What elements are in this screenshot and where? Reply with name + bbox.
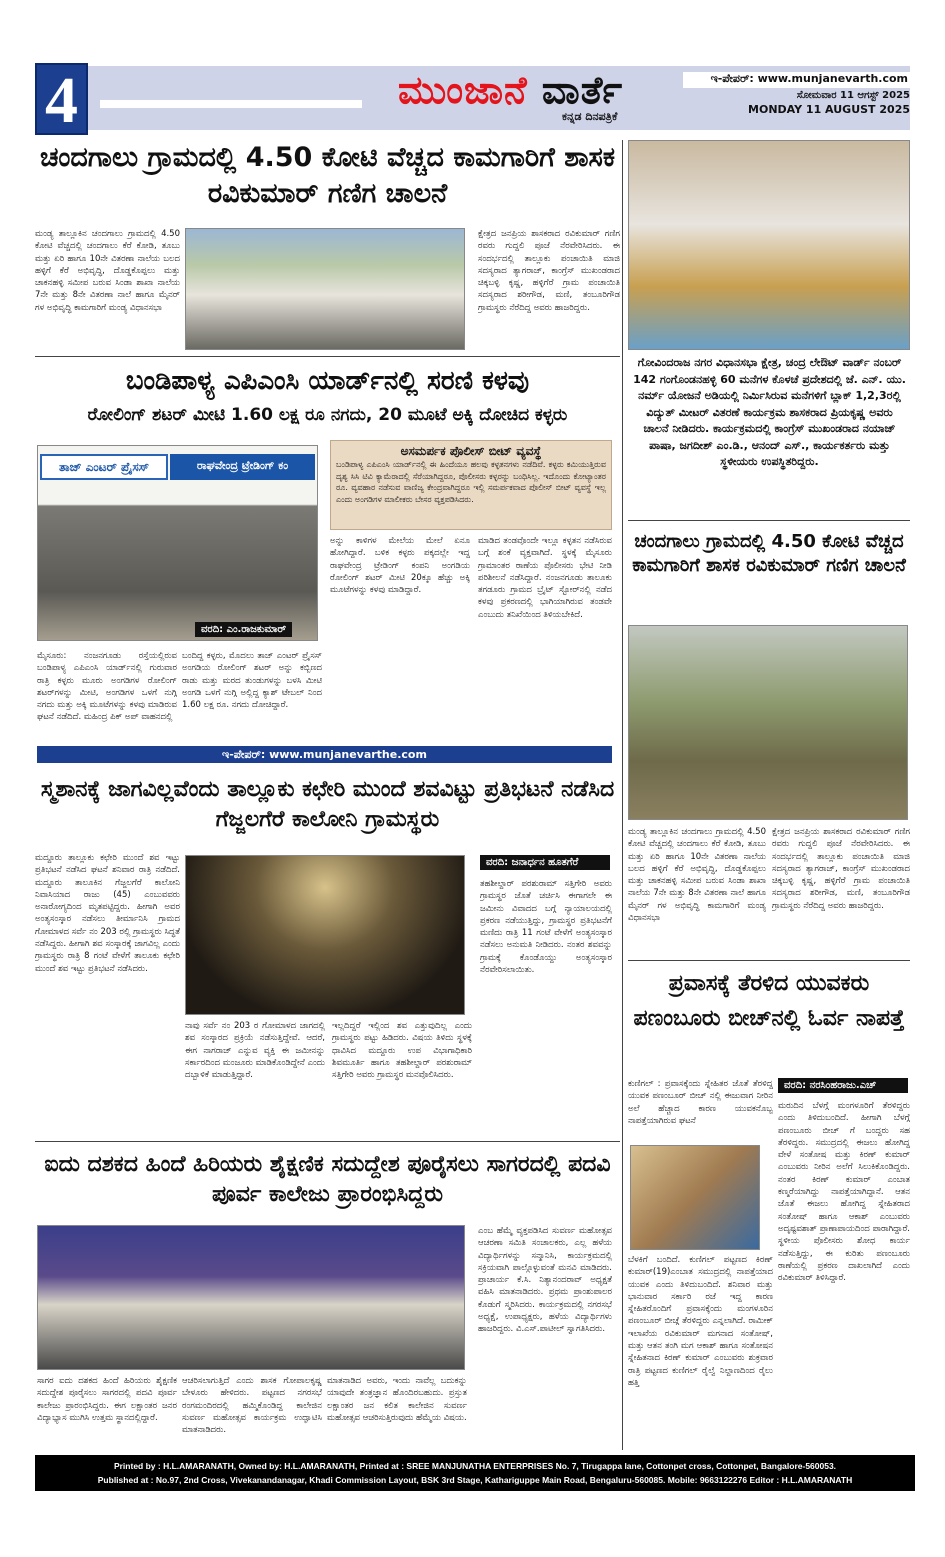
right-story3-intro: ಕುಣಿಗಲ್ : ಪ್ರವಾಸಕ್ಕೆಂದು ಸ್ನೇಹಿತರ ಜೊತೆ ತೆರಳಿದ್ದ ಯುವಕ ಪಣಂಬೂರ್ ಬೀಚ್ ನಲ್ಲಿ ಈಜುವಾಗ ನೀರಿನ ಅಲೆ ಹೆಚ್ಚಾದ ಕಾರಣ ಯುವಕನೊಬ್ಬ ನಾಪತ್ತೆಯಾಗಿರುವ ಘಟನೆ — [628, 1079, 773, 1126]
byline-story3: ವರದಿ: ಜನಾರ್ಧನ ಹೂತಗೆರೆ — [480, 855, 610, 870]
date-english: MONDAY 11 AUGUST 2025 — [748, 103, 910, 116]
story3-col1: ಮದ್ದೂರು ತಾಲ್ಲೂಕು ಕಛೇರಿ ಮುಂದೆ ಶವ ಇಟ್ಟು ಪ್ರತಿಭಟನೆ ನಡೆಸಿದ ಘಟನೆ ಶನಿವಾರ ರಾತ್ರಿ ನಡೆದಿದೆ. ಮದ್ದೂರು ತಾಲೂಕಿನ ಗೆಜ್ಜಲಗೆರೆ ಕಾಲೋನಿ ನಿವಾಸಿಯಾದ ರಾಜು (45) ಎಂಬುವವರು ಅನಾರೋಗ್ಯದಿಂದ ಮೃತಪಟ್ಟಿದ್ದರು. ಹೀಗಾಗಿ ಅವರ ಅಂತ್ಯಸಂಸ್ಕಾರ ನಡೆಸಲು ತೀರ್ಮಾನಿಸಿ ಗ್ರಾಮದ ಗೋಮಾಳದ ಸರ್ವೆ ನಂ 203 ರಲ್ಲಿ ಗ್ರಾಮಸ್ಥರು ಸಿದ್ಧತೆ ನಡೆಸಿದ್ದರು. ಹೀಗಾಗಿ ಶವ ಸಂಸ್ಕಾರಕ್ಕೆ ಜಾಗವಿಲ್ಲ ಎಂದು ಗ್ರಾಮಸ್ಥರು ರಾತ್ರಿ 8 ಗಂಟೆ ವೇಳೆಗೆ ತಾಲೂಕು ಕಛೇರಿ ಮುಂದೆ ಶವ ಇಟ್ಟು ಪ್ರತಿಭಟನೆ ನಡೆಸಿದರು. — [35, 853, 180, 974]
masthead-black: ವಾರ್ತೆ — [541, 68, 624, 112]
story2-col1: ಮೈಸೂರು: ನಂಜನಗೂಡು ರಸ್ತೆಯಲ್ಲಿರುವ ಬಂಡಿಪಾಳ್ಯ ಎಪಿಎಂಸಿ ಯಾರ್ಡ್‌ನಲ್ಲಿ ಗುರುವಾರ ರಾತ್ರಿ ಕಳ್ಳರು ಮೂರು ಅಂಗಡಿಗಳ ರೋಲಿಂಗ್ ಶಟರ್‌ಗಳನ್ನು ಮೀಟಿ, ಅಂಗಡಿಗಳ ಒಳಗೆ ನುಗ್ಗಿ ನಗದು ಮತ್ತು ಅಕ್ಕಿ ಮೂಟೆಗಳನ್ನು ಕಳವು ಮಾಡಿರುವ ಘಟನೆ ನಡೆದಿದೆ. ಮಹಿಂದ್ರ ಪಿಕ್ ಅಪ್ ವಾಹನದಲ್ಲಿ — [37, 651, 177, 723]
box-title: ಅಸಮರ್ಪಕ ಪೊಲೀಸ್ ಬೀಟ್ ವ್ಯವಸ್ಥೆ — [400, 444, 542, 458]
missing-youth-photo — [630, 1145, 760, 1250]
right-story2-left: ಮಂಡ್ಯ ತಾಲ್ಲೂಕಿನ ಚಂದಗಾಲು ಗ್ರಾಮದಲ್ಲಿ 4.50 ಕೋಟಿ ವೆಚ್ಚದಲ್ಲಿ ಚಂದಗಾಲು ಕೆರೆ ಕೋಡಿ, ತೂಬು ಮತ್ತು ಏರಿ ಹಾಗೂ 10ನೇ ವಿತರಣಾ ನಾಲೆಯ ಬಲದ ಹಳ್ಳಿಗೆ ಕೆರೆ ಅಭಿವೃದ್ಧಿ, ದೊಡ್ಡಕೊಪ್ಪಲು ಮತ್ತು ಚಾಕನಹಳ್ಳಿ ಸಮೀಪ ಬರುವ ಸಿಂಡಾ ಶಾಖಾ ನಾಲೆಯ 7ನೇ ಮತ್ತು 8ನೇ ವಿತರಣಾ ನಾಲೆ ಹಾಗೂ ಮೈನರ್ ಗಳ ಅಭಿವೃದ್ಧಿ ಕಾಮಗಾರಿಗೆ ಮಂಡ್ಯ ವಿಧಾನಸಭಾ — [628, 827, 766, 924]
divider — [628, 960, 910, 961]
story2-col4: ಮಾಡಿದ ತಂಡವೊಂದೇ ಇಲ್ಲೂ ಕಳ್ಳತನ ನಡೆಸಿರುವ ಬಗ್ಗೆ ಶಂಕೆ ವ್ಯಕ್ತವಾಗಿದೆ. ಸ್ಥಳಕ್ಕೆ ಮೈಸೂರು ಗ್ರಾಮಾಂತರ ಠಾಣೆಯ ಪೊಲೀಸರು ಭೇಟಿ ನೀಡಿ ಪರಿಶೀಲನೆ ನಡೆಸಿದ್ದಾರೆ. ನಂಜನಗೂಡು ತಾಲೂಕು ತಗಡೂರು ಗ್ರಾಮದ ಬ್ರೈಟ್ ಸ್ಟೋರ್‌ನಲ್ಲಿ ನಡೆದ ಕಳವು ಪ್ರಕರಣದಲ್ಲಿ ಭಾಗಿಯಾಗಿರುವ ತಂಡವೇ ಎಂಬುದು ತನಿಖೆಯಿಂದ ತಿಳಿಯಬೇಕಿದೆ. — [478, 536, 612, 620]
shop-sign-taj: ತಾಜ್ ಎಂಟರ್ ಪ್ರೈಸಸ್ — [40, 454, 168, 480]
story4-right: ಎಂಬ ಹೆಮ್ಮೆ ವ್ಯಕ್ತಪಡಿಸಿದ ಸುವರ್ಣ ಮಹೋತ್ಸವ ಆಚರಣಾ ಸಮಿತಿ ಸಂಚಾಲಕರು, ಎಲ್ಲ ಹಳೆಯ ವಿದ್ಯಾರ್ಥಿಗಳನ್ನು ಸನ್ಮಾನಿಸಿ, ಕಾರ್ಯಕ್ರಮದಲ್ಲಿ ಸಕ್ರಿಯವಾಗಿ ಪಾಲ್ಗೊಳ್ಳುವಂತೆ ಮನವಿ ಮಾಡಿದರು. ಪ್ರಾಚಾರ್ಯ ಕೆ.ಸಿ. ನಿತ್ಯಾನಂದರಾವ್ ಅಧ್ಯಕ್ಷತೆ ವಹಿಸಿ ಮಾತನಾಡಿದರು. ಪ್ರಥಮ ಪ್ರಾಂಶುಪಾಲರ ಕೊಡುಗೆ ಸ್ಮರಿಸಿದರು. ಕಾರ್ಯಕ್ರಮದಲ್ಲಿ ನಗರಸಭೆ ಅಧ್ಯಕ್ಷೆ, ಉಪಾಧ್ಯಕ್ಷರು, ಹಳೆಯ ವಿದ್ಯಾರ್ಥಿಗಳು ಹಾಜರಿದ್ದರು. ವಿ.ಎಸ್.ಪಾಟೀಲ್ ಸ್ವಾಗತಿಸಿದರು. — [478, 1226, 612, 1335]
story3-col2: ನಾವು ಸರ್ವೆ ನಂ 203 ರ ಗೋಮಾಳದ ಜಾಗದಲ್ಲಿ ಶವ ಸಂಸ್ಕಾರದ ಪ್ರಕ್ರಿಯೆ ನಡೆಸುತ್ತಿದ್ದೇವೆ. ಆದರೆ, ಈಗ ನಾಗರಾಜ್ ಎನ್ನುವ ವ್ಯಕ್ತಿ ಈ ಜಮೀನನ್ನು ಸರ್ಕಾರದಿಂದ ಮಂಜೂರು ಮಾಡಿಕೊಂಡಿದ್ದೇನೆ ಎಂದು ದಬ್ಬಾಳಿಕೆ ಮಾಡುತ್ತಿದ್ದಾರೆ. — [185, 1021, 325, 1081]
story3-photo — [185, 855, 465, 1015]
subhead-story2: ರೋಲಿಂಗ್ ಶಟರ್ ಮೀಟಿ 1.60 ಲಕ್ಷ ರೂ ನಗದು, 20 ಮೂಟೆ ಅಕ್ಕಿ ದೋಚಿದ ಕಳ್ಳರು — [87, 405, 568, 425]
byline-story2: ವರದಿ: ಎಂ.ರಾಜಕುಮಾರ್ — [195, 622, 292, 637]
divider — [100, 100, 362, 108]
headline-story2: ಬಂಡಿಪಾಳ್ಯ ಎಪಿಎಂಸಿ ಯಾರ್ಡ್‌ನಲ್ಲಿ ಸರಣಿ ಕಳವು — [125, 366, 530, 396]
shop-sign-raghavendra: ರಾಘವೇಂದ್ರ ಟ್ರೇಡಿಂಗ್ ಕಂ — [170, 454, 315, 480]
headline-story3: ಸ್ಮಶಾನಕ್ಕೆ ಜಾಗವಿಲ್ಲವೆಂದು ತಾಲ್ಲೂಕು ಕಛೇರಿ ಮುಂದೆ ಶವವಿಟ್ಟು ಪ್ರತಿಭಟನೆ ನಡೆಸಿದ ಗೆಜ್ಜಲಗೆರೆ ಕಾಲೋನಿ ಗ್ರಾಮಸ್ಥರು — [40, 777, 615, 832]
headline-story1: ಚಂದಗಾಲು ಗ್ರಾಮದಲ್ಲಿ 4.50 ಕೋಟಿ ವೆಚ್ಚದ ಕಾಮಗಾರಿಗೆ ಶಾಸಕ ರವಿಕುಮಾರ್ ಗಣಿಗ ಚಾಲನೆ — [39, 142, 616, 210]
tagline: ಕನ್ನಡ ದಿನಪತ್ರಿಕೆ — [562, 110, 618, 123]
masthead-red: ಮುಂಜಾನೆ — [398, 68, 528, 112]
page-number: 4 — [35, 63, 88, 135]
right-story2-right: ಕ್ಷೇತ್ರದ ಜನಪ್ರಿಯ ಶಾಸಕರಾದ ರವಿಕುಮಾರ್ ಗಣಿಗ ರವರು ಗುದ್ದಲಿ ಪೂಜೆ ನೆರವೇರಿಸಿದರು. ಈ ಸಂದರ್ಭದಲ್ಲಿ ತಾಲ್ಲೂಕು ಪಂಚಾಯಿತಿ ಮಾಜಿ ಸದಸ್ಯರಾದ ತ್ಯಾಗರಾಜ್, ಕಾಂಗ್ರೆಸ್ ಮುಖಂಡರಾದ ಚಿಕ್ಕಬಳ್ಳಿ ಕೃಷ್ಣ, ಹಳ್ಳಿಗೆರೆ ಗ್ರಾಮ ಪಂಚಾಯಿತಿ ಸದಸ್ಯರಾದ ಶರೀಗೌಡ, ಮಣಿ, ತಂಬೂರಿಗೌಡ ಗ್ರಾಮಸ್ಥರು ನೆರೆದಿದ್ದ ಅವರು ಹಾಜರಿದ್ದರು. — [772, 827, 910, 911]
meter-distribution-caption: ಗೋವಿಂದರಾಜ ನಗರ ವಿಧಾನಸಭಾ ಕ್ಷೇತ್ರ, ಚಂದ್ರ ಲೇಔಟ್ ವಾರ್ಡ್ ನಂಬರ್ 142 ಗಂಗೊಂಡನಹಳ್ಳಿ 60 ಮನೆಗಳ ಕೊಳಚೆ ಪ್ರದೇಶದಲ್ಲಿ ಜೆ. ಎನ್. ಯು. ನರ್ಮ್ ಯೋಜನೆ ಅಡಿಯಲ್ಲಿ ನಿರ್ಮಿಸಿರುವ ಮನೆಗಳಿಗೆ ಬ್ಲಾಕ್ 1,2,3ರಲ್ಲಿ ವಿದ್ಯುತ್ ಮೀಟರ್ ವಿತರಣೆ ಕಾರ್ಯಕ್ರಮ ಶಾಸಕರಾದ ಪ್ರಿಯಕೃಷ್ಣ ಅವರು ಚಾಲನೆ ನೀಡಿದರು. ಕಾರ್ಯಕ್ರಮದಲ್ಲಿ ಕಾಂಗ್ರೆಸ್ ಮುಖಂಡರಾದ ನಯಾಜ್ ಪಾಷಾ, ಜಗದೀಶ್ ಎಂ.ಡಿ., ಆನಂದ್ ಎಸ್., ಕಾರ್ಯಕರ್ತರು ಮತ್ತು ಸ್ಥಳೀಯರು ಉಪಸ್ಥಿತರಿದ್ದರು. — [633, 356, 906, 468]
field-photo — [628, 625, 908, 820]
imprint-line2: Published at : No.97, 2nd Cross, Vivekanandanagar, Khadi Commission Layout, BSK 3rd Stage, Kathariguppe Main Road, Bengaluru-560085. Mobile: 9663122276 Editor : H.L.AMARANATH — [97, 1475, 853, 1485]
story4-photo — [37, 1225, 465, 1370]
story4-col2: ಆಚರಿಸಲಾಗುತ್ತಿದೆ ಎಂದು ಶಾಸಕ ಗೋಪಾಲಕೃಷ್ಣ ಬೇಳೂರು ಹೇಳಿದರು. ಪಟ್ಟಣದ ನಗರಸಭೆ ರಂಗಮಂದಿರದಲ್ಲಿ ಹಮ್ಮಿಕೊಂಡಿದ್ದ ಕಾಲೇಜಿನ ಸುವರ್ಣ ಮಹೋತ್ಸವ ಕಾರ್ಯಕ್ರಮ ಉದ್ಘಾಟಿಸಿ ಮಾತನಾಡಿದರು. — [182, 1376, 322, 1436]
divider — [628, 520, 910, 521]
story3-col4: ತಹಶೀಲ್ದಾರ್ ಪರಶುರಾಮ್ ಸತ್ತಿಗೇರಿ ಅವರು ಗ್ರಾಮಸ್ಥರ ಜೊತೆ ಚರ್ಚಿಸಿ ಈಗಾಗಲೇ ಈ ಜಮೀನು ವಿವಾದದ ಬಗ್ಗೆ ನ್ಯಾಯಾಲಯದಲ್ಲಿ ಪ್ರಕರಣ ನಡೆಯುತ್ತಿದ್ದು, ಗ್ರಾಮಸ್ಥರ ಪ್ರತಿಭಟನೆಗೆ ಮಣಿದು ರಾತ್ರಿ 11 ಗಂಟೆ ವೇಳೆಗೆ ಅಂತ್ಯಸಂಸ್ಕಾರ ನಡೆಸಲು ಅನುಮತಿ ನೀಡಿದರು. ನಂತರ ಶವವನ್ನು ಗ್ರಾಮಕ್ಕೆ ಕೊಂಡೊಯ್ದು ಅಂತ್ಯಸಂಸ್ಕಾರ ನೆರವೇರಿಸಲಾಯಿತು. — [480, 879, 612, 976]
byline-right-story3: ವರದಿ: ನರಸಿಂಹರಾಜು.ಎಚ್ — [778, 1078, 908, 1093]
epaper-link[interactable]: ಇ-ಪೇಪರ್: www.munjanevarth.com — [683, 72, 910, 88]
story3-col3: ಇಲ್ಲದಿದ್ದರೆ ಇಲ್ಲಿಂದ ಶವ ಎತ್ತುವುದಿಲ್ಲ ಎಂದು ಗ್ರಾಮಸ್ಥರು ಪಟ್ಟು ಹಿಡಿದರು. ವಿಷಯ ತಿಳಿದು ಸ್ಥಳಕ್ಕೆ ಧಾವಿಸಿದ ಮದ್ದೂರು ಉಪ ವಿಭಾಗಾಧಿಕಾರಿ ಶಿವಮೂರ್ತಿ ಹಾಗೂ ತಹಶೀಲ್ದಾರ್ ಪರಶುರಾಮ್ ಸತ್ತಿಗೇರಿ ಅವರು ಗ್ರಾಮಸ್ಥರ ಮನವೊಲಿಸಿದರು. — [332, 1021, 472, 1081]
masthead-logo — [398, 68, 623, 113]
epaper-strip[interactable]: ಇ-ಪೇಪರ್: www.munjanevarthe.com — [37, 746, 612, 763]
story1-text-right: ಕ್ಷೇತ್ರದ ಜನಪ್ರಿಯ ಶಾಸಕರಾದ ರವಿಕುಮಾರ್ ಗಣಿಗ ರವರು ಗುದ್ದಲಿ ಪೂಜೆ ನೆರವೇರಿಸಿದರು. ಈ ಸಂದರ್ಭದಲ್ಲಿ ತಾಲ್ಲೂಕು ಪಂಚಾಯಿತಿ ಮಾಜಿ ಸದಸ್ಯರಾದ ತ್ಯಾಗರಾಜ್, ಕಾಂಗ್ರೆಸ್ ಮುಖಂಡರಾದ ಚಿಕ್ಕಬಳ್ಳಿ ಕೃಷ್ಣ, ಹಳ್ಳಿಗೆರೆ ಗ್ರಾಮ ಪಂಚಾಯಿತಿ ಸದಸ್ಯರಾದ ಶರೀಗೌಡ, ಮಣಿ, ತಂಬೂರಿಗೌಡ ಗ್ರಾಮಸ್ಥರು ನೆರೆದಿದ್ದ ಅವರು ಹಾಜರಿದ್ದರು. — [478, 229, 620, 313]
divider — [35, 1141, 620, 1142]
story4-col1: ಸಾಗರ ಐದು ದಶಕದ ಹಿಂದೆ ಹಿರಿಯರು ಶೈಕ್ಷಣಿಕ ಸದುದ್ದೇಶ ಪೂರೈಸಲು ಸಾಗರದಲ್ಲಿ ಪದವಿ ಪೂರ್ವ ಕಾಲೇಜು ಪ್ರಾರಂಭಿಸಿದ್ದರು. ಈಗ ಲಕ್ಷಾಂತರ ಜನರ ವಿದ್ಯಾಭ್ಯಾಸ ಮುಗಿಸಿ ಉತ್ತಮ ಸ್ಥಾನದಲ್ಲಿದ್ದಾರೆ. — [37, 1376, 177, 1423]
right-story3-right: ಮರುದಿನ ಬೆಳಗ್ಗೆ ಮಂಗಳೂರಿಗೆ ತೆರಳಿದ್ದರು ಎಂದು ತಿಳಿದುಬಂದಿದೆ. ಹೀಗಾಗಿ ಬೆಳಗ್ಗೆ ಪಣಂಬೂರು ಬೀಚ್ ಗೆ ಬಂದ್ದರು ಸಹ ತೆರಳಿದ್ದರು. ಸಮುದ್ರದಲ್ಲಿ ಈಜಲು ಹೋಗಿದ್ದ ವೇಳೆ ಸಂತೋಷ ಮತ್ತು ಕಿರಣ್ ಕುಮಾರ್ ಎಂಬುವರು ನೀರಿನ ಅಲೆಗೆ ಸಿಲುಕಿಕೊಂಡಿದ್ದರು. ನಂತರ ಕಿರಣ್ ಕುಮಾರ್ ಎಂಬಾತ ಕಣ್ಮರೆಯಾಗಿದ್ದು ನಾಪತ್ತೆಯಾಗಿದ್ದಾನೆ. ಆತನ ಜೊತೆ ಈಜಲು ಹೋಗಿದ್ದ ಸ್ನೇಹಿತರಾದ ಸಂತೋಷ್ ಹಾಗೂ ಆಕಾಶ್ ಎಂಬುವರು ಅದೃಷ್ಟವಶಾತ್ ಪ್ರಾಣಾಪಾಯದಿಂದ ಪಾರಾಗಿದ್ದಾರೆ. ಸ್ಥಳೀಯ ಪೊಲೀಸರು ಶೋಧ ಕಾರ್ಯ ನಡೆಸುತ್ತಿದ್ದು, ಈ ಕುರಿತು ಪಣಂಬೂರು ಠಾಣೆಯಲ್ಲಿ ಪ್ರಕರಣ ದಾಖಲಾಗಿದೆ ಎಂದು ರವಿಕುಮಾರ್ ತಿಳಿಸಿದ್ದಾರೆ. — [778, 1101, 910, 1284]
right-story3-left: ಬೆಳಕಿಗೆ ಬಂದಿದೆ. ಕುಣಿಗಲ್ ಪಟ್ಟಣದ ಕಿರಣ್ ಕುಮಾರ್(19)ಎಂಬಾತ ಸಮುದ್ರದಲ್ಲಿ ನಾಪತ್ತೆಯಾದ ಯುವಕ ಎಂದು ತಿಳಿದುಬಂದಿದೆ. ಶನಿವಾರ ಮತ್ತು ಭಾನುವಾರ ಸರ್ಕಾರಿ ರಜೆ ಇದ್ದ ಕಾರಣ ಸ್ನೇಹಿತರೊಂದಿಗೆ ಪ್ರವಾಸಕ್ಕೆಂದು ಮಂಗಳೂರಿನ ಪಣಂಬೂರ್ ಬೀಚ್ಗೆ ತೆರಳಿದ್ದರು ಎನ್ನಲಾಗಿದೆ. ರಾಮೀಕ್ ಇಲಾಖೆಯ ರವಿಕುಮಾರ್ ಮಗನಾದ ಸಂತೋಷ್, ಮತ್ತು ಆತನ ತಂಗಿ ಮಗ ಆಕಾಶ್ ಹಾಗೂ ಸಂತೋಷನ ಸ್ನೇಹಿತನಾದ ಕಿರಣ್ ಕುಮಾರ್ ಎಂಬುವರು ಶುಕ್ರವಾರ ರಾತ್ರಿ ಪಟ್ಟಣದ ಕುಣಿಗಲ್ ರೈಲ್ವೆ ನಿಲ್ದಾಣದಿಂದ ರೈಲು ಹತ್ತಿ — [628, 1255, 773, 1388]
divider — [35, 356, 620, 357]
sidebar-box — [330, 440, 612, 530]
story2-col2: ಬಂದಿದ್ದ ಕಳ್ಳರು, ಮೊದಲು ತಾಜ್ ಎಂಟರ್ ಪ್ರೈಸಸ್ ಅಂಗಡಿಯ ರೋಲಿಂಗ್ ಶಟರ್ ಅನ್ನು ಕಬ್ಬಿಣದ ರಾಡು ಮತ್ತು ಮರದ ತುಂಡುಗಳನ್ನು ಬಳಸಿ ಮೀಟಿ ಅಂಗಡಿ ಒಳಗೆ ನುಗ್ಗಿ ಅಲ್ಲಿದ್ದ ಕ್ಯಾಶ್ ಟೇಬಲ್ ನಿಂದ 1.60 ಲಕ್ಷ ರೂ. ನಗದು ದೋಚಿದ್ದಾರೆ. — [182, 651, 322, 711]
imprint-footer — [35, 1455, 915, 1491]
column-rule — [622, 140, 623, 1450]
story2-photo — [37, 445, 318, 641]
story1-text-left: ಮಂಡ್ಯ ತಾಲ್ಲೂಕಿನ ಚಂದಗಾಲು ಗ್ರಾಮದಲ್ಲಿ 4.50 ಕೋಟಿ ವೆಚ್ಚದಲ್ಲಿ ಚಂದಗಾಲು ಕೆರೆ ಕೋಡಿ, ತೂಬು ಮತ್ತು ಏರಿ ಹಾಗೂ 10ನೇ ವಿತರಣಾ ನಾಲೆಯ ಬಲದ ಹಳ್ಳಿಗೆ ಕೆರೆ ಅಭಿವೃದ್ಧಿ, ದೊಡ್ಡಕೊಪ್ಪಲು ಮತ್ತು ಚಾಕನಹಳ್ಳಿ ಸಮೀಪ ಬರುವ ಸಿಂಡಾ ಶಾಖಾ ನಾಲೆಯ 7ನೇ ಮತ್ತು 8ನೇ ವಿತರಣಾ ನಾಲೆ ಹಾಗೂ ಮೈನರ್ ಗಳ ಅಭಿವೃದ್ಧಿ ಕಾಮಗಾರಿಗೆ ಮಂಡ್ಯ ವಿಧಾನಸಭಾ — [35, 229, 180, 313]
headline-right-story2: ಚಂದಗಾಲು ಗ್ರಾಮದಲ್ಲಿ 4.50 ಕೋಟಿ ವೆಚ್ಚದ ಕಾಮಗಾರಿಗೆ ಶಾಸಕ ರವಿಕುಮಾರ್ ಗಣಿಗ ಚಾಲನೆ — [632, 531, 906, 577]
box-text: ಬಂಡಿಪಾಳ್ಯ ಎಪಿಎಂಸಿ ಯಾರ್ಡ್‌ನಲ್ಲಿ ಈ ಹಿಂದೆಯೂ ಹಲವು ಕಳ್ಳತನಗಳು ನಡೆದಿವೆ. ಕಳ್ಳರು ಕಮಿಯುತ್ತಿರುವ ದೃಶ್ಯ ಸಿಸಿ ಟಿವಿ ಕ್ಯಾಮೆರಾದಲ್ಲಿ ಸೆರೆಯಾಗಿದ್ದರೂ, ಪೊಲೀಸರು ಕಳ್ಳರನ್ನು ಬಂಧಿಸಿಲ್ಲ. ಇದೊಂದು ಕೋಟ್ಯಾಂತರ ರೂ. ವ್ಯವಹಾರ ನಡೆಸುವ ವಾಣಿಜ್ಯ ಕೇಂದ್ರವಾಗಿದ್ದರೂ ಇಲ್ಲಿ ಸಮರ್ಪಕವಾದ ಪೊಲೀಸ್ ಬೀಟ್ ವ್ಯವಸ್ಥೆ ಇಲ್ಲ ಎಂದು ಅಂಗಡಿಗಳ ಮಾಲೀಕರು ಬೇಸರ ವ್ಯಕ್ತಪಡಿಸಿದರು. — [336, 460, 606, 504]
headline-story4: ಐದು ದಶಕದ ಹಿಂದೆ ಹಿರಿಯರು ಶೈಕ್ಷಣಿಕ ಸದುದ್ದೇಶ ಪೂರೈಸಲು ಸಾಗರದಲ್ಲಿ ಪದವಿ ಪೂರ್ವ ಕಾಲೇಜು ಪ್ರಾರಂಭಿಸಿದ್ದರು — [44, 1152, 611, 1207]
headline-right-story3: ಪ್ರವಾಸಕ್ಕೆ ತೆರಳಿದ ಯುವಕರು ಪಣಂಬೂರು ಬೀಚ್‌ನಲ್ಲಿ ಓರ್ವ ನಾಪತ್ತೆ — [633, 971, 905, 1032]
date-kannada: ಸೋಮವಾರ 11 ಆಗಸ್ಟ್ 2025 — [796, 90, 910, 101]
story4-col3: ಮಾತನಾಡಿದ ಅವರು, ಇಂದು ನಾವೆಲ್ಲ ಬದುಕನ್ನು ಯಾವುದೇ ತಂತ್ರಜ್ಞಾನ ಹೊಂದಿರಬಹುದು. ಪ್ರಸ್ತುತ ಲಕ್ಷಾಂತರ ಜನ ಕಲಿತ ಕಾಲೇಜಿನ ಸುವರ್ಣ ಮಹೋತ್ಸವ ಆಚರಿಸುತ್ತಿರುವುದು ಹೆಮ್ಮೆಯ ವಿಷಯ. — [327, 1376, 467, 1423]
imprint-line1: Printed by : H.L.AMARANATH, Owned by: H.L.AMARANATH, Printed at : SREE MANJUNATHA ENTERPRISES No. 7, Tirugappa lane, Cottonpet cross, Cottonpet, Bangalore-560053. — [113, 1461, 837, 1471]
story1-photo — [185, 228, 465, 350]
meter-distribution-photo — [628, 140, 910, 350]
story2-col3: ಅನ್ನು ಕಾಳಿಗಳ ಮೇಲೆಯ ಮೇಲೆ ಏನೂ ಹೋಗಿದ್ದಾರೆ. ಬಳಿಕ ಕಳ್ಳರು ಪಕ್ಕದಲ್ಲೇ ಇದ್ದ ರಾಘವೇಂದ್ರ ಟ್ರೇಡಿಂಗ್ ಕಂಪನಿ ಅಂಗಡಿಯ ರೋಲಿಂಗ್ ಶಟರ್ ಮೀಟಿ 20ಕ್ಕೂ ಹೆಚ್ಚು ಅಕ್ಕಿ ಮೂಟೆಗಳನ್ನು ಕಳವು ಮಾಡಿದ್ದಾರೆ. — [330, 536, 470, 596]
